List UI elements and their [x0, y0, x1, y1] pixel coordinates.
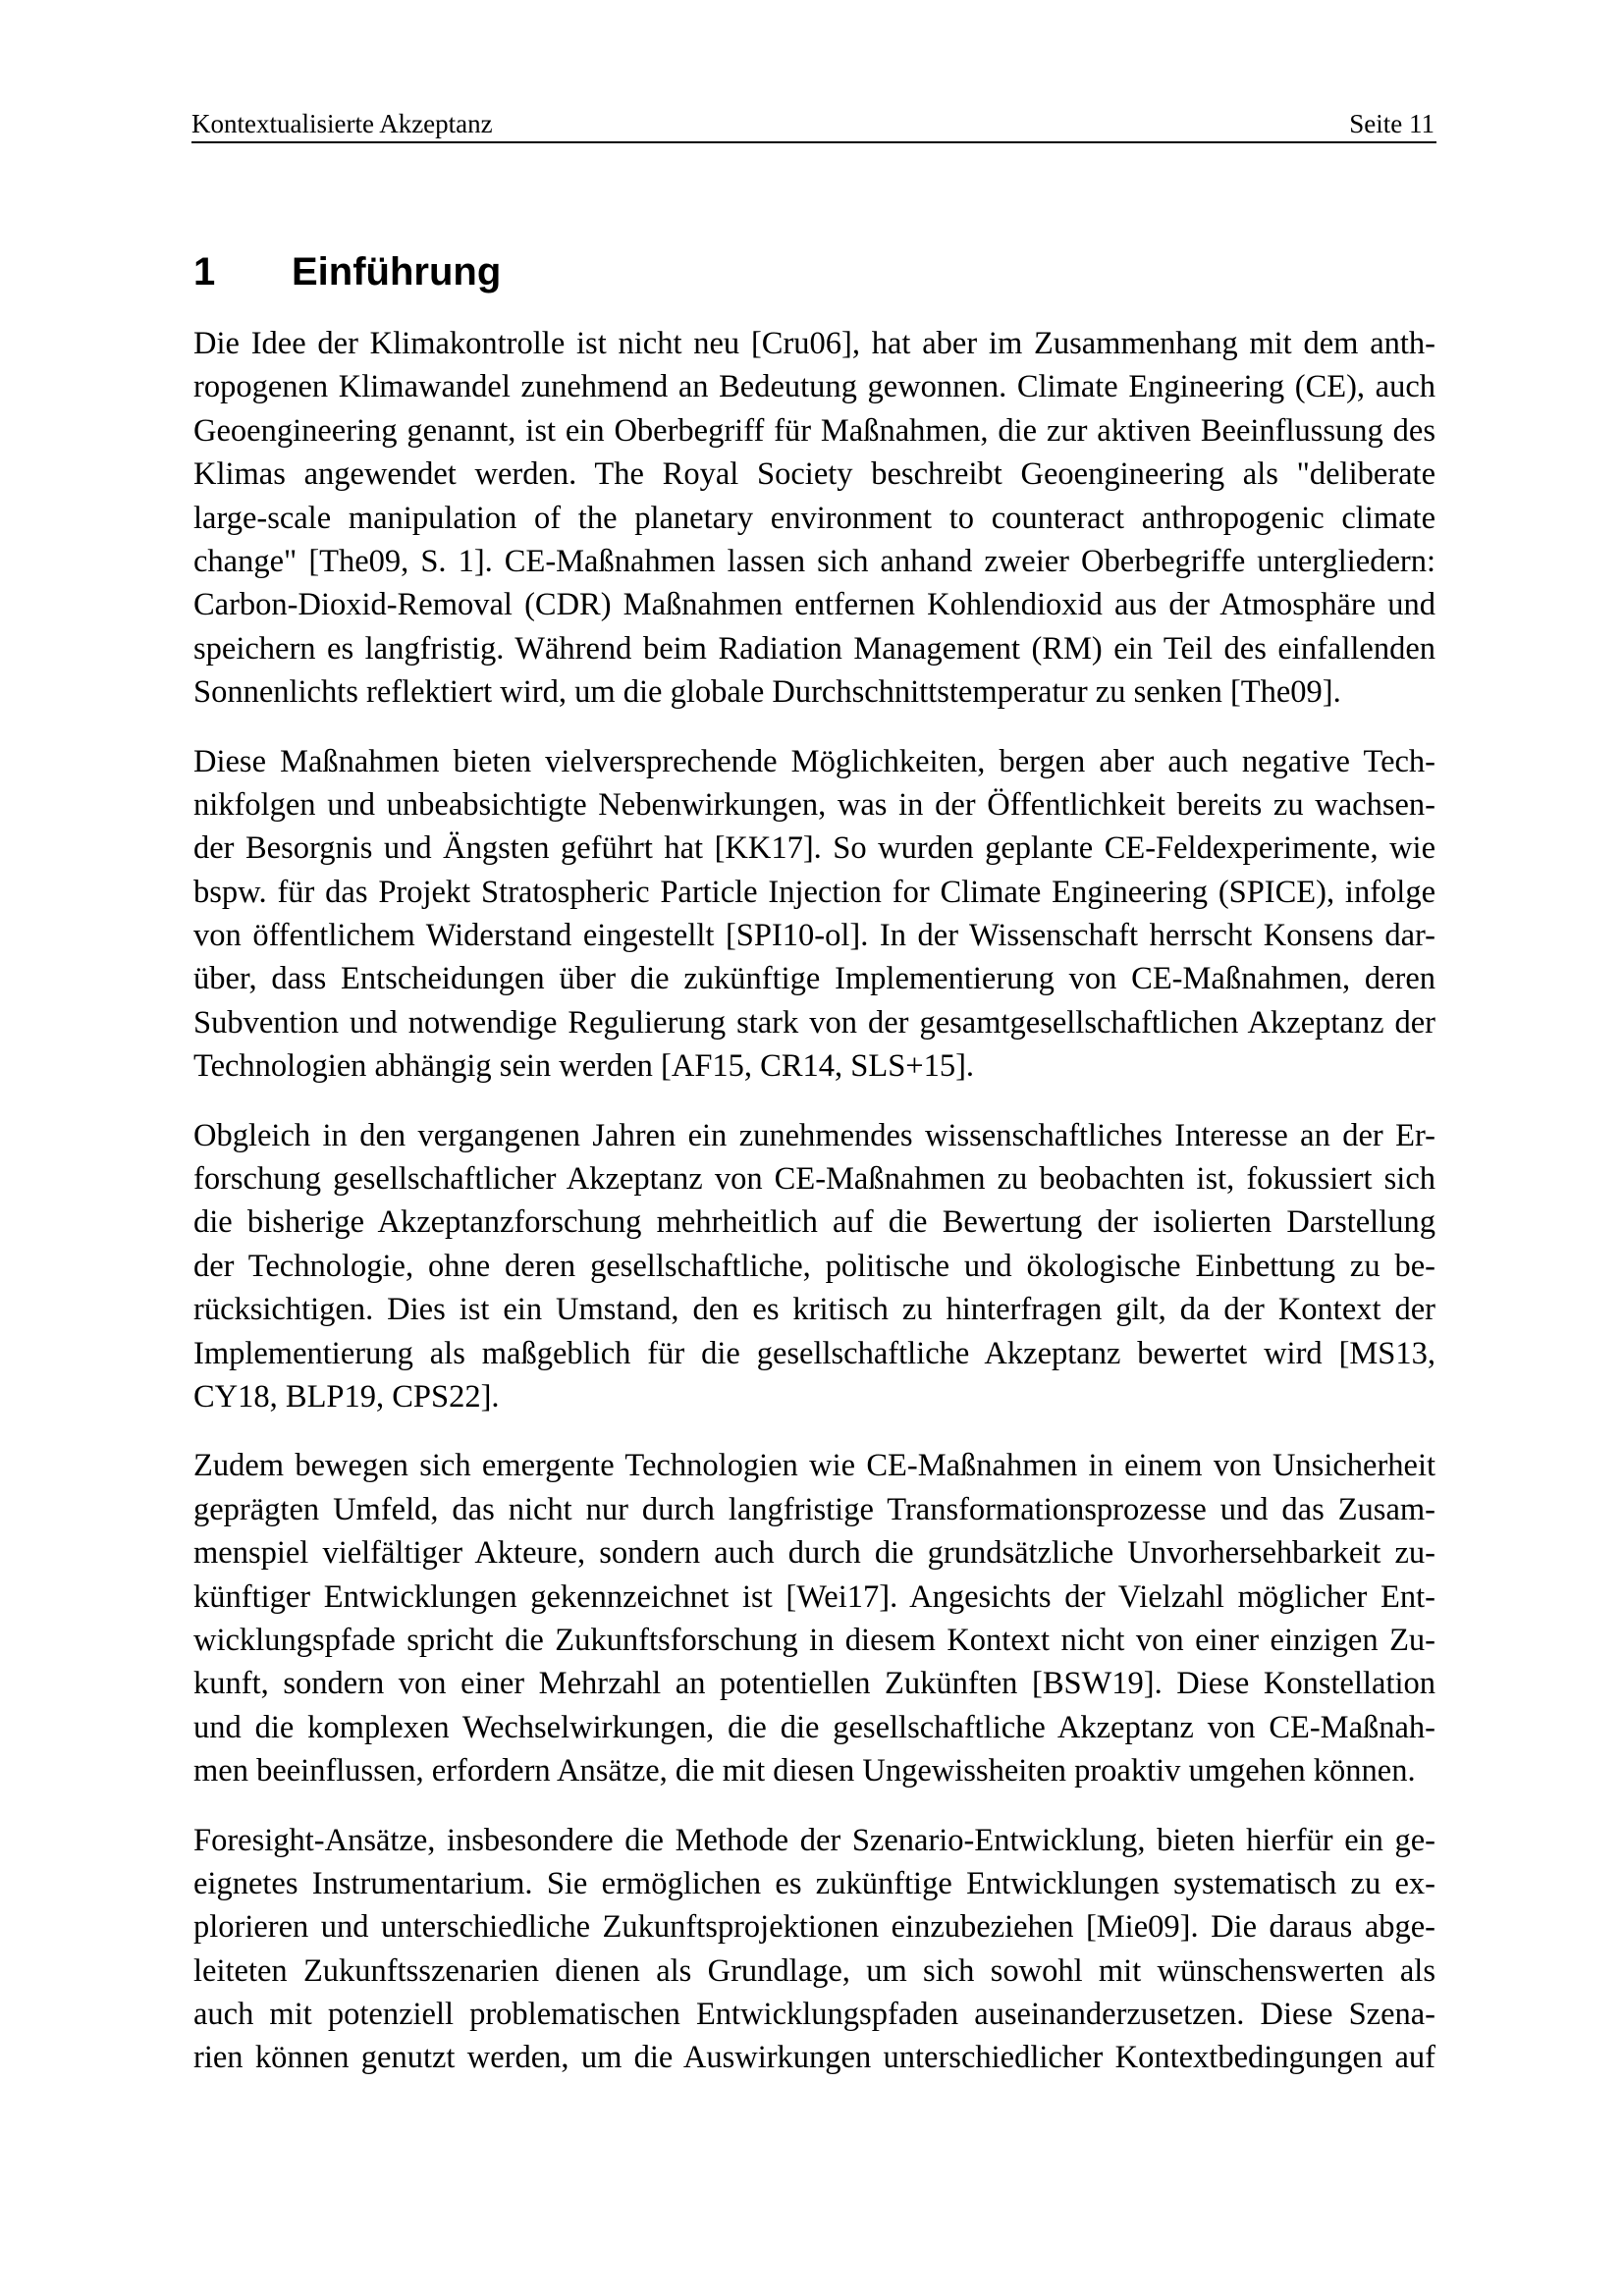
text-line: Carbon-Dioxid-Removal (CDR) Maßnahmen entfernen Kohlendioxid aus der Atmosphäre und	[193, 587, 1435, 623]
running-header	[191, 106, 1436, 143]
text-line: und die komplexen Wechselwirkungen, die die gesellschaftliche Akzeptanz von CE-Maßnah-	[193, 1709, 1435, 1745]
section-title: Einführung	[292, 250, 502, 294]
text-line: Klimas angewendet werden. The Royal Society beschreibt Geoengineering als "deliberate	[193, 456, 1435, 493]
text-line: Die Idee der Klimakontrolle ist nicht neu [Cru06], hat aber im Zusammenhang mit dem anth-	[193, 326, 1435, 361]
text-line: ropogenen Klimawandel zunehmend an Bedeutung gewonnen. Climate Engineering (CE), auch	[193, 369, 1435, 405]
paragraph	[193, 1444, 1435, 1792]
paragraph	[193, 1819, 1435, 2080]
text-line: Subvention und notwendige Regulierung stark von der gesamtgesellschaftlichen Akzeptanz der	[193, 1004, 1435, 1041]
text-line: künftiger Entwicklungen gekennzeichnet ist [Wei17]. Angesichts der Vielzahl möglicher Ent-	[193, 1578, 1435, 1615]
text-line: geprägten Umfeld, das nicht nur durch langfristige Transformationsprozesse und das Zusam-	[193, 1491, 1435, 1527]
text-line: plorieren und unterschiedliche Zukunftsprojektionen einzubeziehen [Mie09]. Die daraus abge-	[193, 1909, 1435, 1946]
text-line: CY18, BLP19, CPS22].	[193, 1378, 500, 1415]
paragraph	[193, 740, 1435, 1089]
text-line: über, dass Entscheidungen über die zukünftige Implementierung von CE-Maßnahmen, deren	[193, 961, 1435, 997]
text-line: rücksichtigen. Dies ist ein Umstand, den es kritisch zu hinterfragen gilt, da der Kontext der	[193, 1292, 1435, 1328]
text-line: wicklungspfade spricht die Zukunftsforschung in diesem Kontext nicht von einer einzigen Zu-	[193, 1622, 1435, 1658]
text-line: forschung gesellschaftlicher Akzeptanz von CE-Maßnahmen zu beobachten ist, fokussiert sich	[193, 1161, 1435, 1198]
text-line: Implementierung als maßgeblich für die gesellschaftliche Akzeptanz bewertet wird [MS13,	[193, 1335, 1435, 1371]
text-line: Technologien abhängig sein werden [AF15, CR14, SLS+15].	[193, 1048, 975, 1085]
text-line: von öffentlichem Widerstand eingestellt [SPI10-ol]. In der Wissenschaft herrscht Konsens dar-	[193, 918, 1435, 954]
text-line: auch mit potenziell problematischen Entwicklungspfaden auseinanderzusetzen. Diese Szena-	[193, 1997, 1435, 2033]
text-line: speichern es langfristig. Während beim Radiation Management (RM) ein Teil des einfallenden	[193, 630, 1435, 667]
text-line: Obgleich in den vergangenen Jahren ein zunehmendes wissenschaftliches Interesse an der Er-	[193, 1117, 1435, 1153]
text-line: men beeinflussen, erfordern Ansätze, die mit diesen Ungewissheiten proaktiv umgehen können.	[193, 1753, 1416, 1789]
paragraph	[193, 1114, 1435, 1419]
paragraph	[193, 322, 1435, 715]
text-line: der Technologie, ohne deren gesellschaftliche, politische und ökologische Einbettung zu be-	[193, 1248, 1435, 1284]
running-header-title: Kontextualisierte Akzeptanz	[191, 109, 493, 138]
text-line: leiteten Zukunftsszenarien dienen als Grundlage, um sich sowohl mit wünschenswerten als	[193, 1952, 1435, 1989]
text-line: eignetes Instrumentarium. Sie ermöglichen es zukünftige Entwicklungen systematisch zu ex-	[193, 1865, 1435, 1901]
text-line: rien können genutzt werden, um die Auswirkungen unterschiedlicher Kontextbedingungen auf	[193, 2040, 1435, 2076]
text-line: der Besorgnis und Ängsten geführt hat [KK17]. So wurden geplante CE-Feldexperimente, wie	[193, 830, 1435, 867]
body-text	[193, 322, 1435, 2106]
text-line: change" [The09, S. 1]. CE-Maßnahmen lassen sich anhand zweier Oberbegriffe untergliedern:	[193, 543, 1435, 579]
section-number: 1	[193, 250, 216, 294]
text-line: nikfolgen und unbeabsichtigte Nebenwirkungen, was in der Öffentlichkeit bereits zu wachsen-	[193, 786, 1435, 823]
text-line: die bisherige Akzeptanzforschung mehrheitlich auf die Bewertung der isolierten Darstellung	[193, 1204, 1435, 1241]
text-line: Foresight-Ansätze, insbesondere die Methode der Szenario-Entwicklung, bieten hierfür ein ge-	[193, 1822, 1435, 1858]
page-number: Seite 11	[1349, 109, 1435, 138]
text-line: Zudem bewegen sich emergente Technologien wie CE-Maßnahmen in einem von Unsicherheit	[193, 1448, 1435, 1484]
text-line: menspiel vielfältiger Akteure, sondern auch durch die grundsätzliche Unvorhersehbarkeit zu-	[193, 1535, 1435, 1572]
text-line: Diese Maßnahmen bieten vielversprechende Möglichkeiten, bergen aber auch negative Tech-	[193, 743, 1435, 779]
text-line: large-scale manipulation of the planetary environment to counteract anthropogenic climate	[193, 500, 1435, 536]
text-line: Sonnenlichts reflektiert wird, um die globale Durchschnittstemperatur zu senken [The09].	[193, 674, 1341, 711]
text-line: bspw. für das Projekt Stratospheric Particle Injection for Climate Engineering (SPICE), infolge	[193, 874, 1435, 910]
text-line: kunft, sondern von einer Mehrzahl an potentiellen Zukünften [BSW19]. Diese Konstellation	[193, 1666, 1435, 1702]
text-line: Geoengineering genannt, ist ein Oberbegriff für Maßnahmen, die zur aktiven Beeinflussung des	[193, 412, 1435, 449]
